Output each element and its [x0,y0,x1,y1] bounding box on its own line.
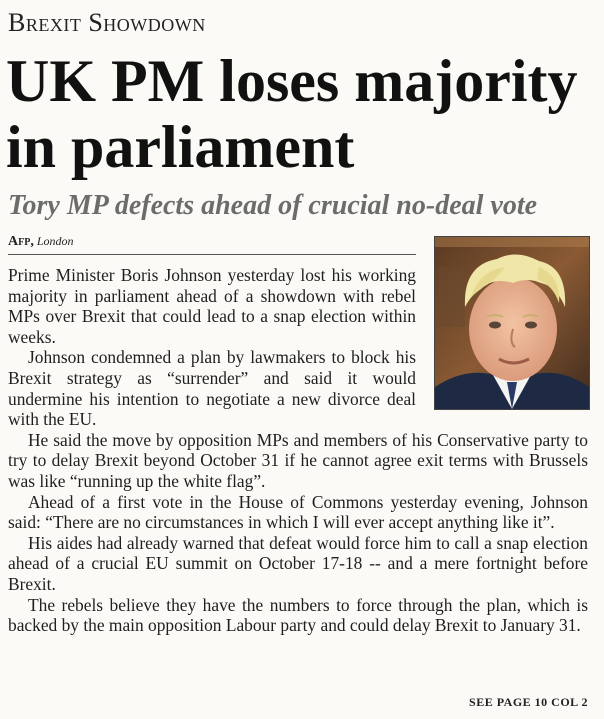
article-paragraph: The rebels believe they have the numbers to force through the plan, which is backed by the main opposition Labour party and could delay Brexit to January 31. [8,594,588,636]
article-paragraph: His aides had already warned that defeat would force him to call a snap election ahead of a crucial EU summit on October 17-18 -- and a mere fortnight before Brexit. [8,532,588,594]
article-paragraph: He said the move by opposition MPs and members of his Conservative party to try to delay Brexit beyond October 31 if he cannot agree exit terms with Brussels was like “running up the white flag”. [8,429,588,491]
continuation-note: SEE PAGE 10 COL 2 [469,695,588,709]
byline-agency: Afp, [8,234,34,249]
article-paragraph: Prime Minister Boris Johnson yesterday lost his working majority in parliament ahead of a showdown with rebel MPs over Brexit that could lead to a snap election within weeks. [8,265,416,347]
article-body [8,265,588,636]
article-paragraph: Ahead of a first vote in the House of Commons yesterday evening, Johnson said: “There are no circumstances in which I will ever accept anything like it”. [8,491,588,533]
byline [8,234,416,255]
article-paragraph: Johnson condemned a plan by lawmakers to block his Brexit strategy as “surrender” and said it would undermine his intention to negotiate a new divorce deal with the EU. [8,347,416,430]
byline-place: London [36,234,74,248]
section-kicker: Brexit Showdown [8,8,206,37]
subheadline: Tory MP defects ahead of crucial no-deal vote [8,190,538,221]
headline: UK PM loses majority in parliament [6,48,578,180]
